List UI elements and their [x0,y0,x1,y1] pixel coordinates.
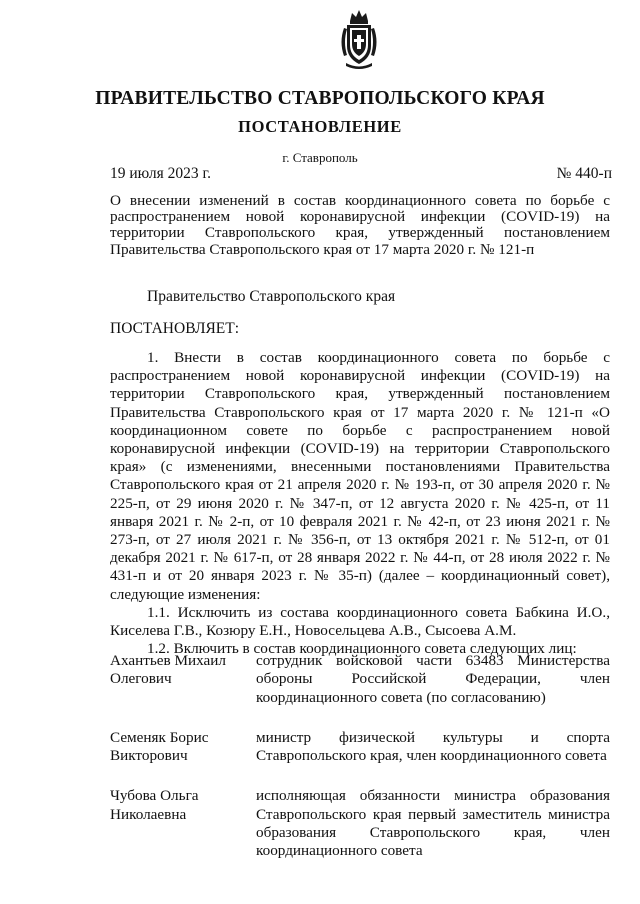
paragraph-1: 1. Внести в состав координационного совета по борьбе с распространением новой коронавирусной инфекции (COVID-19) на территории Ставропольского края, утвержденный постановлением Правительства Ставропольского края от 17 марта 2020 г. № 121-п «О координационном совете по борьбе с распространением новой коронавирусной инфекции (COVID-19) на территории Ставропольского края» (с изменениями, внесенными постановлениями Правительства Ставропольского края от 21 апреля 2020 г. № 193-п, от 30 апреля 2020 г. № 225-п, от 29 июня 2020 г. № 347-п, от 12 августа 2020 г. № 425-п, от 11 января 2021 г. № 2-п, от 10 февраля 2021 г. № 42-п, от 23 июня 2021 г. № 273-п, от 27 июля 2021 г. № 356-п, от 13 октября 2021 г. № 512-п, от 01 декабря 2021 г. № 617-п, от 28 января 2022 г. № 44-п, от 28 июля 2022 г. № 431-п и от 20 января 2023 г. № 35-п) (далее – координационный совет), следующие изменения: [110,349,610,603]
member-row [110,787,610,860]
government-title: ПРАВИТЕЛЬСТВО СТАВРОПОЛЬСКОГО КРАЯ [95,88,545,109]
city: г. Ставрополь [282,150,358,165]
resolves-heading: ПОСТАНОВЛЯЕТ: [110,320,240,337]
coat-of-arms-icon [338,8,380,70]
paragraph-1-2: 1.2. Включить в состав координационного совета следующих лиц: [147,640,577,658]
member-role: сотрудник войсковой части 63483 Министерства обороны Российской Федерации, член координационного совета (по согласованию) [256,652,610,706]
document-date: 19 июля 2023 г. [110,165,211,182]
member-name: Чубова Ольга Николаевна [110,787,199,823]
member-role: министр физической культуры и спорта Ставропольского края, член координационного совета [256,728,610,765]
document-subject: О внесении изменений в состав координационного совета по борьбе с распространением новой коронавирусной инфекции (COVID-19) на территории Ставропольского края, утвержденный постановлением Правительства Ставропольского края от 17 марта 2020 г. № 121-п [110,192,610,258]
member-row [110,652,610,707]
member-list [110,652,610,883]
document-body [110,349,610,658]
member-row [110,729,610,766]
preamble: Правительство Ставропольского края [147,288,396,305]
document-type: ПОСТАНОВЛЕНИЕ [238,117,402,136]
member-name: Семеняк Борис Викторович [110,728,209,765]
paragraph-1-1: 1.1. Исключить из состава координационного совета Бабкина И.О., Киселева Г.В., Козюру Е.Н., Новосельцева А.В., Сысоева А.М. [110,603,610,640]
member-role: исполняющая обязанности министра образования Ставропольского края первый заместитель министра образования Ставропольского края, член координационного совета [256,787,610,860]
member-name: Ахантьев Михаил Олегович [110,652,226,688]
document-number: № 440-п [556,165,612,182]
